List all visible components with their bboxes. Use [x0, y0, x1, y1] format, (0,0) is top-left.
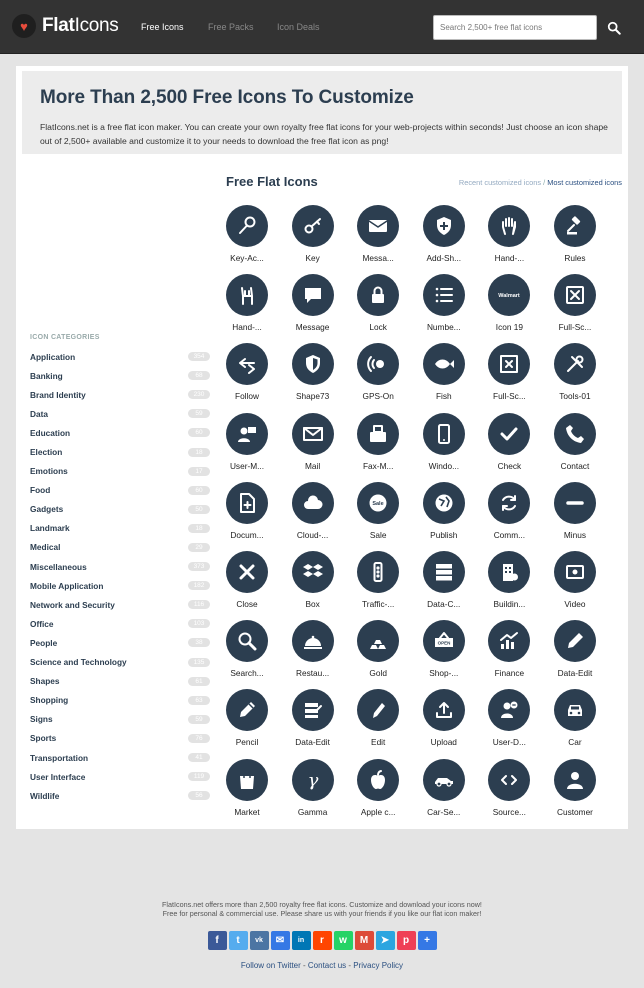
nav-free-icons[interactable]: Free Icons — [141, 22, 184, 32]
icon-tile[interactable] — [548, 343, 614, 412]
category-name: Miscellaneous — [30, 561, 87, 572]
category-item[interactable] — [30, 691, 210, 710]
icon-label: Car — [568, 737, 582, 748]
category-count-badge: 63 — [188, 696, 210, 705]
icon-tile[interactable] — [548, 689, 614, 758]
icon-tile[interactable] — [417, 759, 483, 828]
fullscreen-icon — [554, 274, 596, 316]
search-button[interactable] — [601, 15, 627, 40]
gmail-icon: M — [359, 935, 369, 946]
icon-label: Close — [236, 598, 258, 609]
category-item[interactable] — [30, 442, 210, 461]
icon-tile[interactable] — [417, 482, 483, 551]
icon-grid — [220, 205, 620, 828]
icon-label: Data-Edit — [295, 737, 330, 748]
hand-rock-icon — [226, 274, 268, 316]
category-name: Shopping — [30, 695, 69, 706]
icon-label: Icon 19 — [495, 322, 523, 333]
privacy-link[interactable]: Privacy Policy — [353, 961, 404, 970]
share-email-button[interactable] — [271, 931, 290, 950]
category-item[interactable] — [30, 347, 210, 366]
category-name: Election — [30, 447, 63, 458]
site-logo[interactable] — [12, 14, 119, 38]
icon-tile[interactable] — [548, 759, 614, 828]
lock-icon — [357, 274, 399, 316]
category-count-badge: 18 — [188, 448, 210, 457]
icon-label: Buildin... — [493, 598, 526, 609]
icon-tile[interactable] — [286, 343, 352, 412]
share-linkedin-button[interactable] — [292, 931, 311, 950]
gamma-icon — [292, 759, 334, 801]
icon-label: Contact — [560, 460, 590, 471]
traffic-light-icon — [357, 551, 399, 593]
icon-tile[interactable] — [220, 551, 286, 620]
linkedin-icon: in — [297, 937, 305, 944]
category-name: Application — [30, 351, 76, 362]
category-name: Banking — [30, 370, 63, 381]
category-name: Education — [30, 427, 71, 438]
nav-free-packs[interactable]: Free Packs — [208, 22, 254, 32]
refresh-icon — [488, 482, 530, 524]
icon-label: Minus — [563, 529, 587, 540]
hero-description: FlatIcons.net is a free flat icon maker. You can create your own royalty free flat icons for your web-projects within seconds! Just choose an icon shape out of 2,500+ available and customize it to your needs to download the free flat icon as png! — [40, 122, 608, 146]
heart-icon: ♥ — [12, 14, 36, 38]
category-count-badge: 41 — [188, 753, 210, 762]
footer-text — [0, 901, 644, 918]
category-name: Emotions — [30, 466, 68, 477]
most-customized-link[interactable]: Most customized icons — [547, 178, 622, 187]
icon-tile[interactable] — [482, 759, 548, 828]
reddit-icon: r — [320, 935, 324, 946]
customer-icon — [554, 759, 596, 801]
section-title: Free Flat Icons — [226, 174, 318, 189]
icon-label: Fish — [435, 391, 452, 402]
icon-label: Video — [564, 598, 586, 609]
follow-arrows-icon — [226, 343, 268, 385]
vk-icon: vk — [255, 937, 263, 944]
icon-tile[interactable] — [417, 689, 483, 758]
icon-label: Tools-01 — [559, 391, 591, 402]
category-item[interactable] — [30, 404, 210, 423]
category-count-badge: 116 — [188, 600, 210, 609]
category-item[interactable] — [30, 500, 210, 519]
search-icon — [607, 21, 621, 35]
icon-label: Sale — [369, 529, 387, 540]
footer-sep: - — [300, 961, 308, 970]
category-item[interactable] — [30, 423, 210, 442]
category-name: Landmark — [30, 523, 70, 534]
dropbox-icon — [292, 551, 334, 593]
category-name: Wildlife — [30, 790, 60, 801]
icon-tile[interactable] — [548, 551, 614, 620]
share-more-button[interactable] — [418, 931, 437, 950]
svg-text:OPEN: OPEN — [437, 640, 451, 646]
share-twitter-button[interactable] — [229, 931, 248, 950]
icon-tile[interactable] — [351, 343, 417, 412]
category-item[interactable] — [30, 595, 210, 614]
close-icon — [226, 551, 268, 593]
fullscreen-exit-icon — [488, 343, 530, 385]
cloud-icon — [292, 482, 334, 524]
shopping-bag-icon — [226, 759, 268, 801]
share-telegram-button[interactable] — [376, 931, 395, 950]
icon-label: Box — [305, 598, 320, 609]
icon-tile[interactable] — [220, 343, 286, 412]
category-name: Science and Technology — [30, 657, 127, 668]
nav-icon-deals[interactable]: Icon Deals — [277, 22, 320, 32]
icon-label: Edit — [371, 737, 386, 748]
category-item[interactable] — [30, 729, 210, 748]
content-card — [16, 66, 628, 829]
category-count-badge: 68 — [188, 371, 210, 380]
category-count-badge: 60 — [188, 486, 210, 495]
category-item[interactable] — [30, 786, 210, 805]
category-count-badge: 103 — [188, 619, 210, 628]
category-count-badge: 59 — [188, 409, 210, 418]
car-side-icon — [423, 759, 465, 801]
share-vk-button[interactable] — [250, 931, 269, 950]
check-icon — [488, 413, 530, 455]
shield-plus-icon — [423, 205, 465, 247]
icon-tile[interactable] — [220, 413, 286, 482]
pocket-icon: p — [402, 935, 410, 946]
category-count-badge: 182 — [188, 581, 210, 590]
search-icon — [226, 620, 268, 662]
svg-text:Sale: Sale — [372, 500, 384, 507]
icon-tile[interactable] — [417, 620, 483, 689]
category-name: Medical — [30, 542, 61, 553]
icon-label: Source... — [492, 806, 526, 817]
category-count-badge: 59 — [188, 715, 210, 724]
icon-label: Windo... — [428, 460, 459, 471]
icon-label: Traffic-... — [362, 598, 395, 609]
icon-tile[interactable] — [417, 551, 483, 620]
email-icon: ✉ — [275, 935, 285, 946]
icon-label: Restau... — [295, 668, 330, 679]
icon-tile[interactable] — [220, 482, 286, 551]
icon-tile[interactable] — [482, 689, 548, 758]
open-sign-icon — [423, 620, 465, 662]
icon-tile[interactable] — [482, 274, 548, 343]
tools-icon — [554, 343, 596, 385]
icon-tile[interactable] — [548, 274, 614, 343]
icon-tile[interactable] — [351, 205, 417, 274]
icon-tile[interactable] — [417, 343, 483, 412]
icon-label: Add-Sh... — [426, 253, 462, 263]
envelope-icon — [357, 205, 399, 247]
gavel-icon — [554, 205, 596, 247]
icon-tile[interactable] — [417, 413, 483, 482]
icon-tile[interactable] — [286, 689, 352, 758]
cloche-icon — [292, 620, 334, 662]
icon-tile[interactable] — [351, 759, 417, 828]
icon-label: Fax-M... — [362, 460, 394, 471]
hand-icon — [488, 205, 530, 247]
category-name: People — [30, 637, 58, 648]
user-mail-icon — [226, 413, 268, 455]
category-count-badge: 38 — [188, 638, 210, 647]
share-facebook-button[interactable] — [208, 931, 227, 950]
category-item[interactable] — [30, 710, 210, 729]
code-icon — [488, 759, 530, 801]
document-plus-icon — [226, 482, 268, 524]
icon-tile[interactable] — [351, 482, 417, 551]
top-navbar — [0, 0, 644, 54]
category-item[interactable] — [30, 462, 210, 481]
contact-link[interactable]: Contact us — [307, 961, 347, 970]
category-item[interactable] — [30, 614, 210, 633]
sort-separator: / — [541, 178, 548, 187]
logo-text: FlatIcons — [42, 15, 119, 36]
search-input[interactable] — [433, 15, 597, 40]
page-title: More Than 2,500 Free Icons To Customize — [40, 87, 414, 108]
icon-tile[interactable] — [351, 413, 417, 482]
category-name: Gadgets — [30, 504, 64, 515]
category-count-badge: 76 — [188, 734, 210, 743]
icon-tile[interactable] — [482, 413, 548, 482]
icon-label: Apple c... — [360, 806, 396, 817]
icon-label: Gold — [369, 668, 387, 679]
category-item[interactable] — [30, 385, 210, 404]
icon-label: Search... — [230, 668, 264, 679]
icon-label: Rules — [564, 253, 586, 263]
fax-icon — [357, 413, 399, 455]
share-gmail-button[interactable] — [355, 931, 374, 950]
footer-line-2: Free for personal & commercial use. Please share us with your friends if you like our flat icon maker! — [162, 908, 482, 918]
category-item[interactable] — [30, 538, 210, 557]
magnifier-key-icon — [226, 205, 268, 247]
category-item[interactable] — [30, 366, 210, 385]
category-item[interactable] — [30, 748, 210, 767]
icon-tile[interactable] — [220, 205, 286, 274]
share-reddit-button[interactable] — [313, 931, 332, 950]
icon-tile[interactable] — [351, 551, 417, 620]
category-item[interactable] — [30, 767, 210, 786]
recent-customized-link[interactable]: Recent customized icons — [458, 178, 542, 187]
category-count-badge: 50 — [188, 505, 210, 514]
more-icon: + — [424, 935, 430, 946]
numbered-list-icon — [423, 274, 465, 316]
minus-icon — [554, 482, 596, 524]
icon-tile[interactable] — [482, 482, 548, 551]
icon-tile[interactable] — [482, 620, 548, 689]
icon-tile[interactable] — [286, 551, 352, 620]
phone-device-icon — [423, 413, 465, 455]
category-name: Food — [30, 485, 51, 496]
icon-label: Publish — [430, 529, 458, 540]
category-name: Office — [30, 618, 54, 629]
icon-tile[interactable] — [482, 551, 548, 620]
sale-badge-icon — [357, 482, 399, 524]
icon-tile[interactable] — [220, 759, 286, 828]
icon-label: Full-Sc... — [558, 322, 592, 333]
speech-bubble-icon — [292, 274, 334, 316]
category-name: Brand Identity — [30, 389, 86, 400]
category-count-badge: 17 — [188, 467, 210, 476]
category-count-badge: 56 — [188, 791, 210, 800]
icon-tile[interactable] — [417, 205, 483, 274]
pencil-icon — [554, 620, 596, 662]
category-name: Network and Security — [30, 599, 115, 610]
icon-label: Cloud-... — [296, 529, 329, 540]
icon-tile[interactable] — [220, 274, 286, 343]
icon-tile[interactable] — [548, 205, 614, 274]
category-item[interactable] — [30, 653, 210, 672]
whatsapp-icon: w — [339, 935, 347, 946]
icon-label: User-M... — [229, 460, 265, 471]
category-count-badge: 373 — [188, 562, 210, 571]
icon-label: Check — [497, 460, 522, 471]
icon-label: Customer — [556, 806, 593, 817]
sort-links — [459, 178, 622, 187]
category-name: Data — [30, 408, 48, 419]
icon-label: Numbe... — [426, 322, 461, 333]
category-item[interactable] — [30, 633, 210, 652]
category-item[interactable] — [30, 481, 210, 500]
share-pocket-button[interactable] — [397, 931, 416, 950]
twitter-icon: t — [236, 935, 240, 946]
icon-label: Data-Edit — [557, 668, 593, 679]
footer-links — [0, 961, 644, 970]
icon-label: Mail — [304, 460, 321, 471]
icon-label: Full-Sc... — [493, 391, 526, 402]
telephone-icon — [554, 413, 596, 455]
pencil-diagonal-icon — [226, 689, 268, 731]
fish-icon — [423, 343, 465, 385]
icon-label: Hand-... — [232, 322, 262, 333]
video-icon — [554, 551, 596, 593]
satellite-icon — [357, 343, 399, 385]
shield-icon — [292, 343, 334, 385]
upload-icon — [423, 689, 465, 731]
category-count-badge: 61 — [188, 677, 210, 686]
icon-tile[interactable] — [351, 620, 417, 689]
facebook-icon: f — [215, 935, 219, 946]
icon-label: Follow — [235, 391, 259, 402]
icon-tile[interactable] — [286, 274, 352, 343]
category-name: Shapes — [30, 676, 60, 687]
icon-label: Data-C... — [427, 598, 461, 609]
telegram-icon: ➤ — [380, 935, 390, 946]
key-icon — [292, 205, 334, 247]
category-item[interactable] — [30, 576, 210, 595]
icon-tile[interactable] — [286, 413, 352, 482]
icon-tile[interactable] — [286, 482, 352, 551]
category-name: Mobile Application — [30, 580, 104, 591]
icon-label: Hand-... — [494, 253, 525, 263]
icon-label: Shop-... — [429, 668, 459, 679]
icon-label: GPS-On — [362, 391, 394, 402]
icon-tile[interactable] — [351, 689, 417, 758]
category-count-badge: 18 — [188, 524, 210, 533]
icon-tile[interactable] — [351, 274, 417, 343]
category-item[interactable] — [30, 557, 210, 576]
icon-label: User-D... — [492, 737, 526, 748]
icon-label: Finance — [494, 668, 525, 679]
category-count-badge: 60 — [188, 428, 210, 437]
svg-text:Walmart: Walmart — [498, 293, 521, 300]
icon-tile[interactable] — [286, 205, 352, 274]
footer-line-1: FlatIcons.net offers more than 2,500 royalty free flat icons. Customize and download your icons now! — [162, 900, 482, 909]
edit-pencil-icon — [357, 689, 399, 731]
category-count-badge: 29 — [188, 543, 210, 552]
walmart-logo-icon — [488, 274, 530, 316]
icon-label: Key — [305, 253, 320, 263]
share-buttons — [0, 931, 644, 950]
hero-banner — [22, 71, 622, 154]
globe-icon — [423, 482, 465, 524]
category-item[interactable] — [30, 519, 210, 538]
category-count-badge: 135 — [188, 658, 210, 667]
icon-label: Car-Se... — [427, 806, 461, 817]
share-whatsapp-button[interactable] — [334, 931, 353, 950]
icon-tile[interactable] — [220, 620, 286, 689]
follow-twitter-link[interactable]: Follow on Twitter — [240, 961, 301, 970]
user-minus-icon — [488, 689, 530, 731]
car-icon — [554, 689, 596, 731]
icon-label: Docum... — [230, 529, 264, 540]
icon-tile[interactable] — [548, 620, 614, 689]
data-edit-icon — [292, 689, 334, 731]
icon-label: Upload — [430, 737, 457, 748]
icon-tile[interactable] — [482, 205, 548, 274]
server-icon — [423, 551, 465, 593]
icon-label: Lock — [369, 322, 387, 333]
icon-label: Key-Ac... — [230, 253, 264, 263]
category-item[interactable] — [30, 672, 210, 691]
mail-icon — [292, 413, 334, 455]
svg-text:γ: γ — [307, 769, 318, 791]
category-count-badge: 119 — [188, 772, 210, 781]
category-count-badge: 230 — [188, 390, 210, 399]
bar-chart-icon — [488, 620, 530, 662]
category-name: User Interface — [30, 771, 86, 782]
icon-label: Pencil — [235, 737, 259, 748]
icon-tile[interactable] — [548, 413, 614, 482]
apple-icon — [357, 759, 399, 801]
category-list — [30, 347, 210, 805]
icon-label: Message — [295, 322, 330, 333]
icon-tile[interactable] — [482, 343, 548, 412]
icon-label: Shape73 — [295, 391, 330, 402]
category-name: Signs — [30, 714, 53, 725]
footer-sep: - — [346, 961, 354, 970]
icon-label: Comm... — [493, 529, 526, 540]
icon-tile[interactable] — [417, 274, 483, 343]
category-count-badge: 354 — [188, 352, 210, 361]
category-name: Sports — [30, 733, 57, 744]
category-name: Transportation — [30, 752, 89, 763]
icon-tile[interactable] — [286, 759, 352, 828]
gold-bars-icon — [357, 620, 399, 662]
icon-label: Messa... — [362, 253, 394, 263]
icon-label: Gamma — [297, 806, 328, 817]
icon-label: Market — [234, 806, 260, 817]
icon-tile[interactable] — [548, 482, 614, 551]
categories-heading: ICON CATEGORIES — [30, 334, 100, 341]
icon-tile[interactable] — [220, 689, 286, 758]
icon-tile[interactable] — [286, 620, 352, 689]
building-icon — [488, 551, 530, 593]
